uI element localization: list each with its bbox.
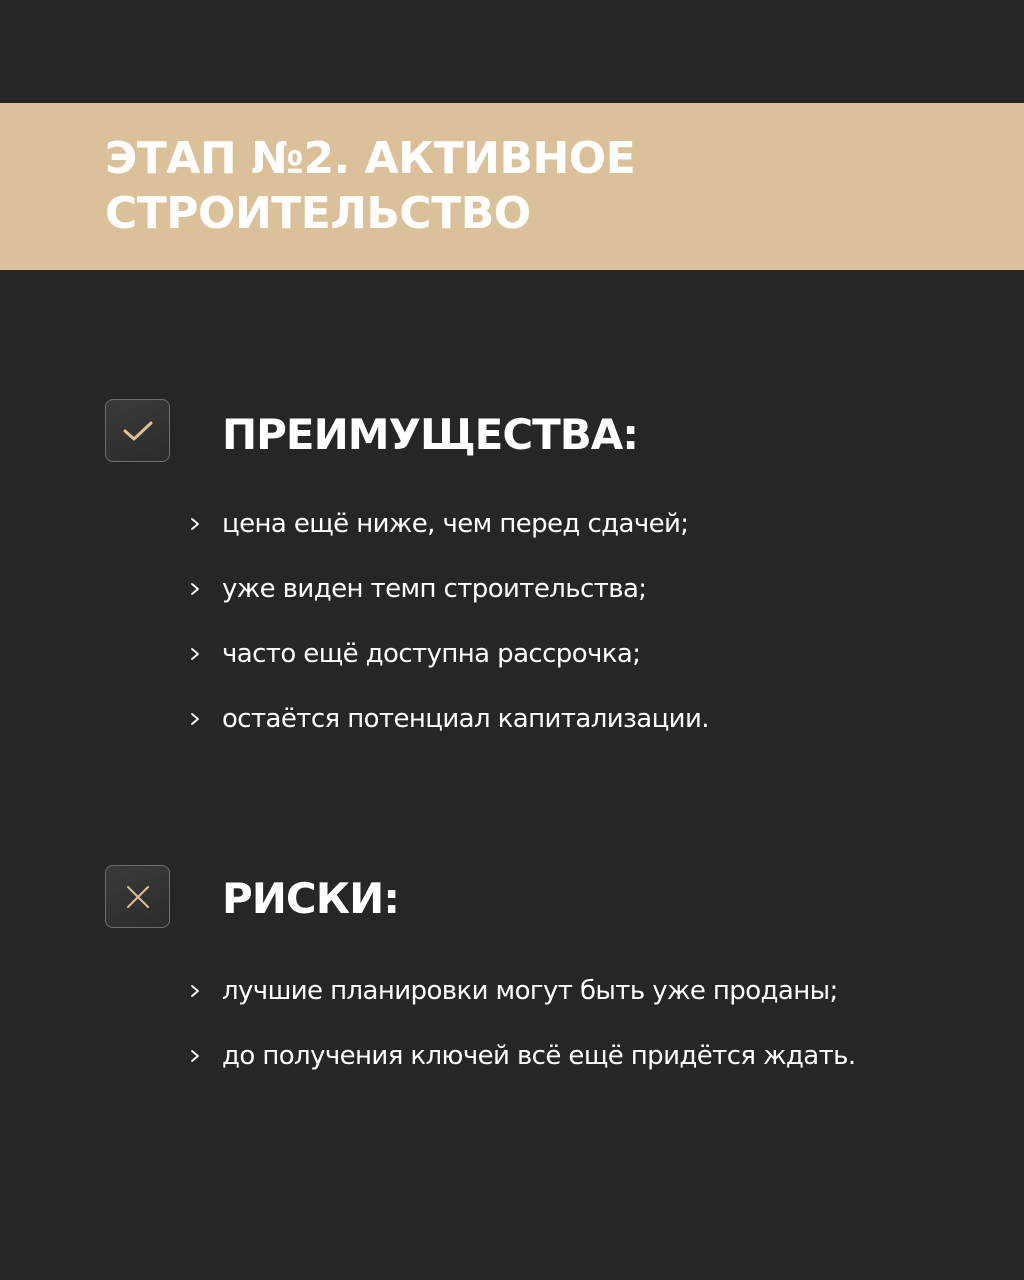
list-item [188,491,709,556]
advantages-list [188,491,709,751]
check-icon-box [105,399,170,462]
list-item-text: остаётся потенциал капитализации. [222,703,709,734]
risks-list [188,958,856,1088]
list-item-text: до получения ключей всё ещё придётся ждать. [222,1040,856,1071]
page-title-line-2: СТРОИТЕЛЬСТВО [105,188,531,239]
chevron-right-icon [188,984,202,998]
chevron-right-icon [188,582,202,596]
check-icon [122,419,154,443]
list-item-text: уже виден темп строительства; [222,573,647,604]
list-item [188,621,709,686]
cross-icon [124,883,152,911]
list-item [188,1023,856,1088]
chevron-right-icon [188,647,202,661]
chevron-right-icon [188,712,202,726]
list-item [188,958,856,1023]
list-item-text: часто ещё доступна рассрочка; [222,638,641,669]
cross-icon-box [105,865,170,928]
list-item [188,686,709,751]
list-item-text: лучшие планировки могут быть уже проданы; [222,975,838,1006]
page-title-line-1: ЭТАП №2. АКТИВНОЕ [105,133,636,184]
advantages-heading: ПРЕИМУЩЕСТВА: [222,410,639,459]
chevron-right-icon [188,517,202,531]
list-item-text: цена ещё ниже, чем перед сдачей; [222,508,689,539]
list-item [188,556,709,621]
chevron-right-icon [188,1049,202,1063]
risks-heading: РИСКИ: [222,874,400,923]
page-title [105,131,635,241]
